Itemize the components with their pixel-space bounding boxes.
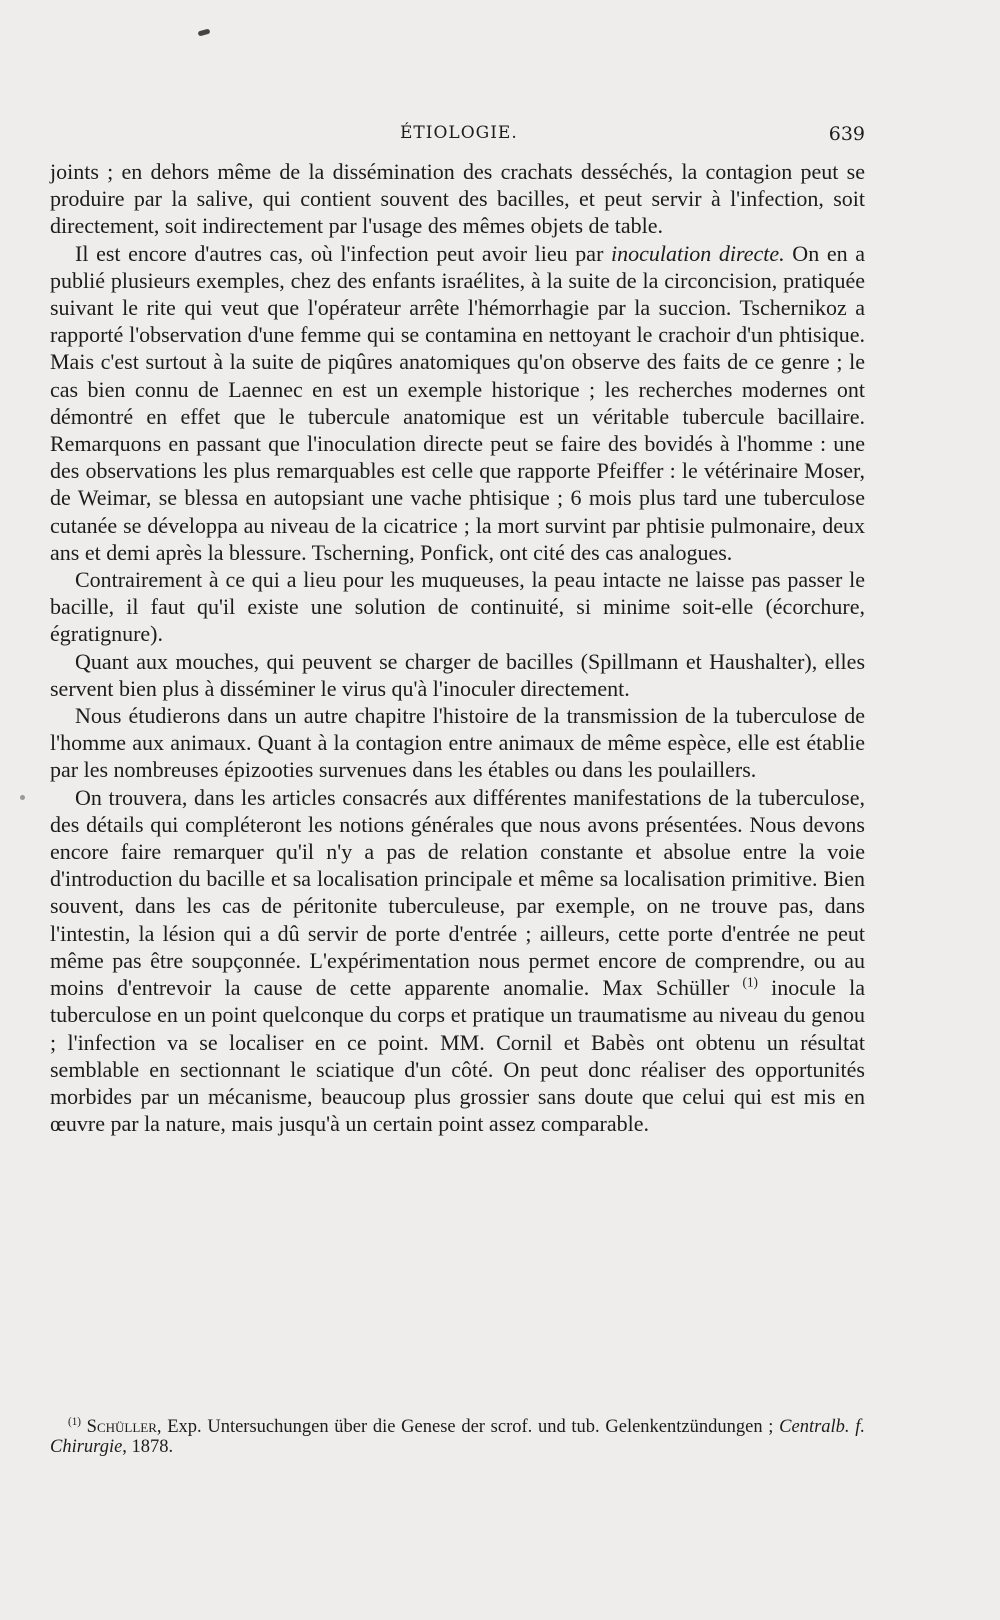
paragraph-2 (50, 240, 865, 566)
footnote-journal: Centralb. f. Chirurgie (50, 1417, 866, 1457)
page-number: 639 (828, 123, 865, 145)
paragraph-4: Quant aux mouches, qui peuvent se charger de bacilles (Spillmann et Haushalter), elles servent bien plus à disséminer le virus qu'à l'inoculer directement. (50, 648, 865, 701)
footnote-text: , Exp. Untersuchungen über die Genese der scrof. und tub. Gelenkentzündungen ; (156, 1417, 780, 1437)
paragraph-6 (50, 784, 865, 1138)
running-head: ÉTIOLOGIE. (400, 123, 518, 143)
paragraph-2-text-after: On en a publié plusieurs exemples, chez des enfants israélites, à la suite de la circoncision, pratiquée suivant le rite qui veut que l'opérateur arrête l'hémorrhagie par la succion. Tschernikoz a rapporté l'observation d'une femme qui se contamina en nettoyant le crachoir d'un phtisique. Mais c'est surtout à la suite de piqûres anatomiques qu'on observe des faits de ce genre ; le cas bien connu de Laennec en est un exemple historique ; les recherches modernes ont démontré en effet que le tubercule anatomique est un véritable tubercule bacillaire. Remarquons en passant que l'inoculation directe peut se faire des bovidés à l'homme : une des observations les plus remarquables est celle que rapporte Pfeiffer : le vétérinaire Moser, de Weimar, se blessa en autopsiant une vache phtisique ; 6 mois plus tard une tuberculose cutanée se développa au niveau de la cicatrice ; la mort survint par phtisie pulmonaire, deux ans et demi après la blessure. Tscherning, Ponfick, ont cité des cas analogues. (50, 240, 866, 565)
footnote-marker: (1) (68, 1415, 81, 1428)
paragraph-6-text-after: inocule la tuberculose en un point quelconque du corps et pratique un traumatisme au niveau du genou ; l'infection va se localiser en ce point. MM. Cornil et Babès ont obtenu un résultat semblable en sectionnant le sciatique d'un côté. On peut donc réaliser des opportunités morbides par un mécanisme, beaucoup plus grossier sans doute que celui qui est mis en œuvre par la nature, mais jusqu'à un certain point assez comparable. (50, 975, 865, 1137)
paragraph-1: joints ; en dehors même de la dissémination des crachats desséchés, la contagion peut se produire par la salive, qui contient souvent des bacilles, et peut servir à l'infection, soit directement, soit indirectement par l'usage des mêmes objets de table. (50, 159, 865, 239)
page-header (50, 123, 865, 151)
italic-term: inoculation directe. (611, 240, 785, 266)
footnote (50, 1417, 865, 1457)
body-text (50, 158, 865, 1137)
footnote-reference: (1) (742, 974, 758, 990)
paragraph-2-text-before: Il est encore d'autres cas, où l'infection peut avoir lieu par (75, 240, 612, 266)
ink-dot (20, 795, 25, 800)
ink-speck (198, 29, 211, 37)
footnote-author: Schüller (86, 1417, 157, 1437)
paragraph-6-text-before: On trouvera, dans les articles consacrés aux différentes manifestations de la tuberculose, des détails qui compléteront les notions générales que nous avons présentées. Nous devons encore faire remarquer qu'il n'y a pas de relation constante et absolue entre la voie d'introduction du bacille et sa localisation principale et même sa localisation primitive. Bien souvent, dans les cas de péritonite tuberculeuse, par exemple, on ne trouve pas, dans l'intestin, la lésion qui a dû servir de porte d'entrée ; ailleurs, cette porte d'entrée ne peut même pas être soupçonnée. L'expérimentation nous permet encore de comprendre, ou au moins d'entrevoir la cause de cette apparente anomalie. Max Schüller (50, 784, 865, 1001)
footnote-end: , 1878. (122, 1437, 174, 1457)
paragraph-3: Contrairement à ce qui a lieu pour les muqueuses, la peau intacte ne laisse pas passer le bacille, il faut qu'il existe une solution de continuité, si minime soit-elle (écorchure, égratignure). (50, 567, 865, 647)
paragraph-5: Nous étudierons dans un autre chapitre l'histoire de la transmission de la tuberculose de l'homme aux animaux. Quant à la contagion entre animaux de même espèce, elle est établie par les nombreuses épizooties survenues dans les étables ou dans les poulaillers. (50, 703, 865, 783)
